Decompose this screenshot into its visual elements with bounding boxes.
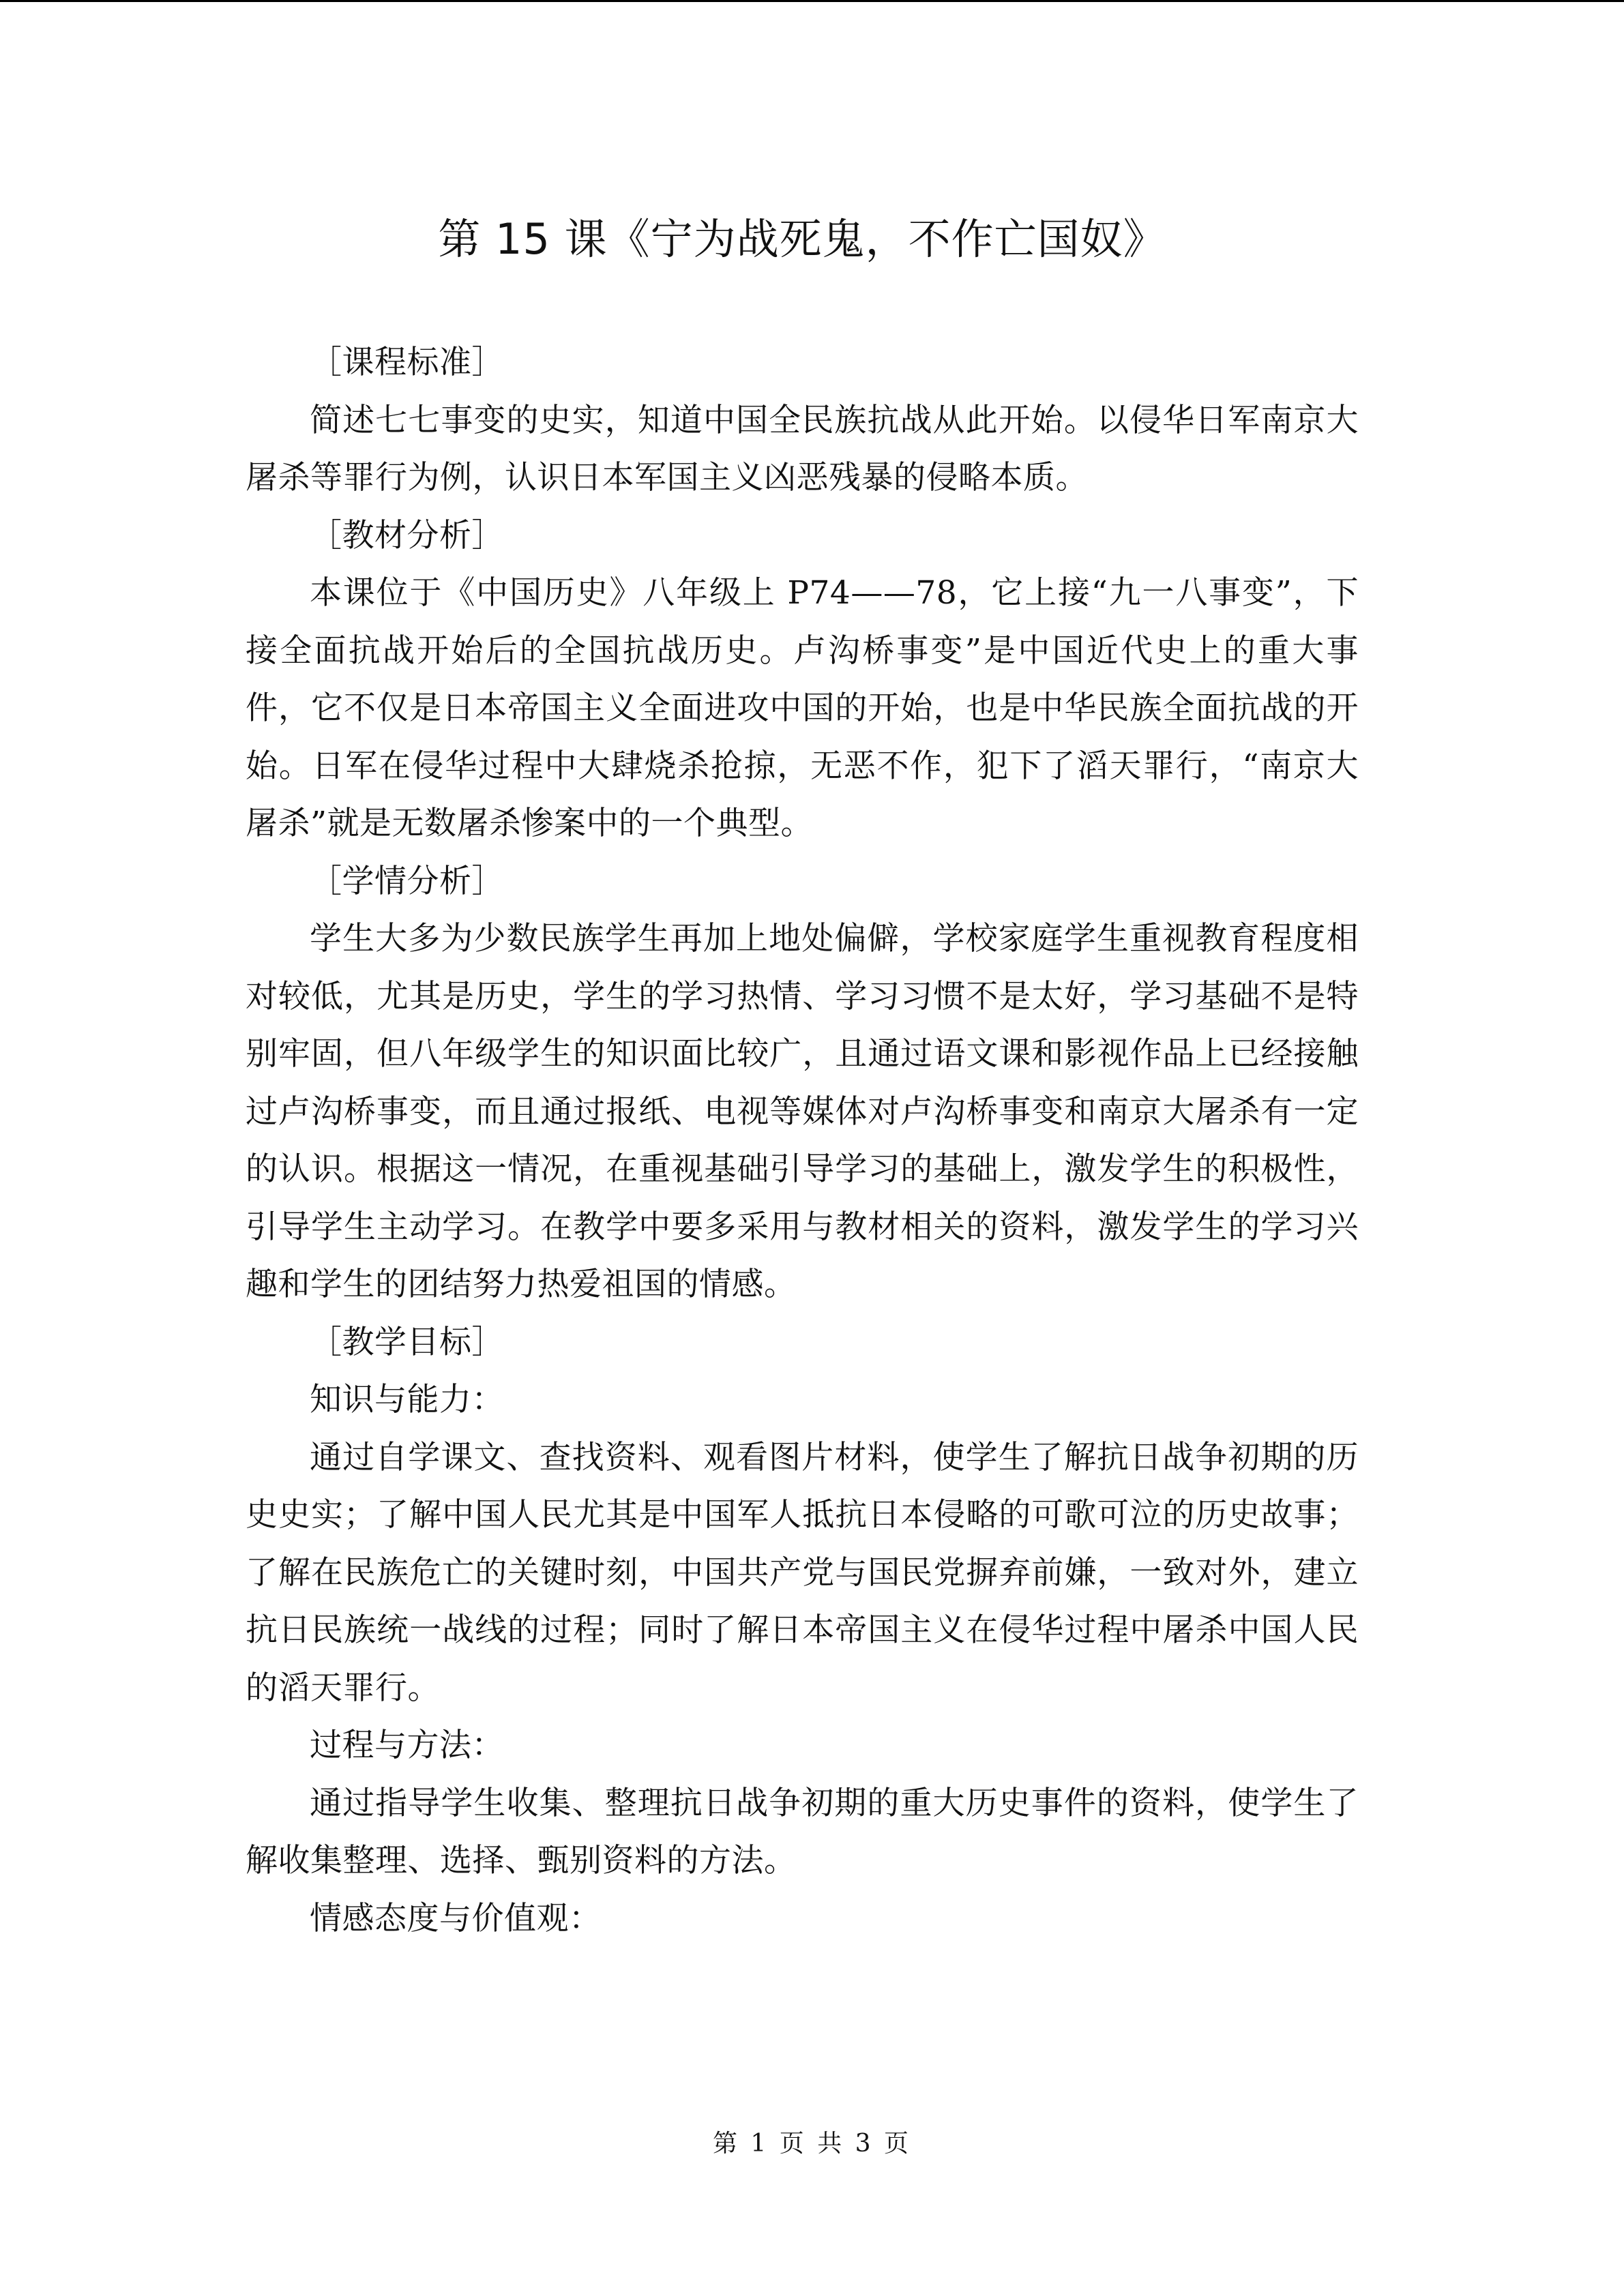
heading-teaching-goals: ［教学目标］	[310, 1323, 504, 1361]
subheading-emotion-values: 情感态度与价值观：	[310, 1899, 602, 1937]
document-body	[246, 334, 1359, 1948]
paragraph-curriculum-standard: 简述七七事变的史实，知道中国全民族抗战从此开始。以侵华日军南京大屠杀等罪行为例，认识日本军国主义凶恶残暴的侵略本质。	[246, 401, 1359, 496]
page-title: 第 15 课《宁为战死鬼，不作亡国奴》	[438, 214, 1166, 264]
paragraph-textbook-analysis: 本课位于《中国历史》八年级上 P74——78，它上接“九一八事变”，下接全面抗战开始后的全国抗战历史。卢沟桥事变”是中国近代史上的重大事件，它不仅是日本帝国主义全面进攻中国的开始，也是中华民族全面抗战的开始。日军在侵华过程中大肆烧杀抢掠，无恶不作，犯下了滔天罪行，“南京大屠杀”就是无数屠杀惨案中的一个典型。	[246, 574, 1359, 842]
page-number-footer: 第 1 页 共 3 页	[712, 2130, 912, 2158]
subheading-knowledge-ability: 知识与能力：	[310, 1381, 504, 1418]
top-border-line	[0, 0, 1624, 2]
paragraph-process-method: 通过指导学生收集、整理抗日战争初期的重大历史事件的资料，使学生了解收集整理、选择、甄别资料的方法。	[246, 1784, 1359, 1879]
heading-textbook-analysis: ［教材分析］	[310, 516, 504, 554]
paragraph-student-analysis: 学生大多为少数民族学生再加上地处偏僻，学校家庭学生重视教育程度相对较低，尤其是历史，学生的学习热情、学习习惯不是太好，学习基础不是特别牢固，但八年级学生的知识面比较广，且通过语文课和影视作品上已经接触过卢沟桥事变，而且通过报纸、电视等媒体对卢沟桥事变和南京大屠杀有一定的认识。根据这一情况，在重视基础引导学习的基础上，激发学生的积极性，引导学生主动学习。在教学中要多采用与教材相关的资料，激发学生的学习兴趣和学生的团结努力热爱祖国的情感。	[246, 920, 1359, 1303]
heading-student-analysis: ［学情分析］	[310, 862, 504, 900]
heading-curriculum-standard: ［课程标准］	[310, 344, 504, 381]
subheading-process-method: 过程与方法：	[310, 1727, 504, 1764]
paragraph-knowledge-ability: 通过自学课文、查找资料、观看图片材料，使学生了解抗日战争初期的历史史实；了解中国人民尤其是中国军人抵抗日本侵略的可歌可泣的历史故事；了解在民族危亡的关键时刻，中国共产党与国民党摒弃前嫌，一致对外，建立抗日民族统一战线的过程；同时了解日本帝国主义在侵华过程中屠杀中国人民的滔天罪行。	[246, 1438, 1359, 1707]
